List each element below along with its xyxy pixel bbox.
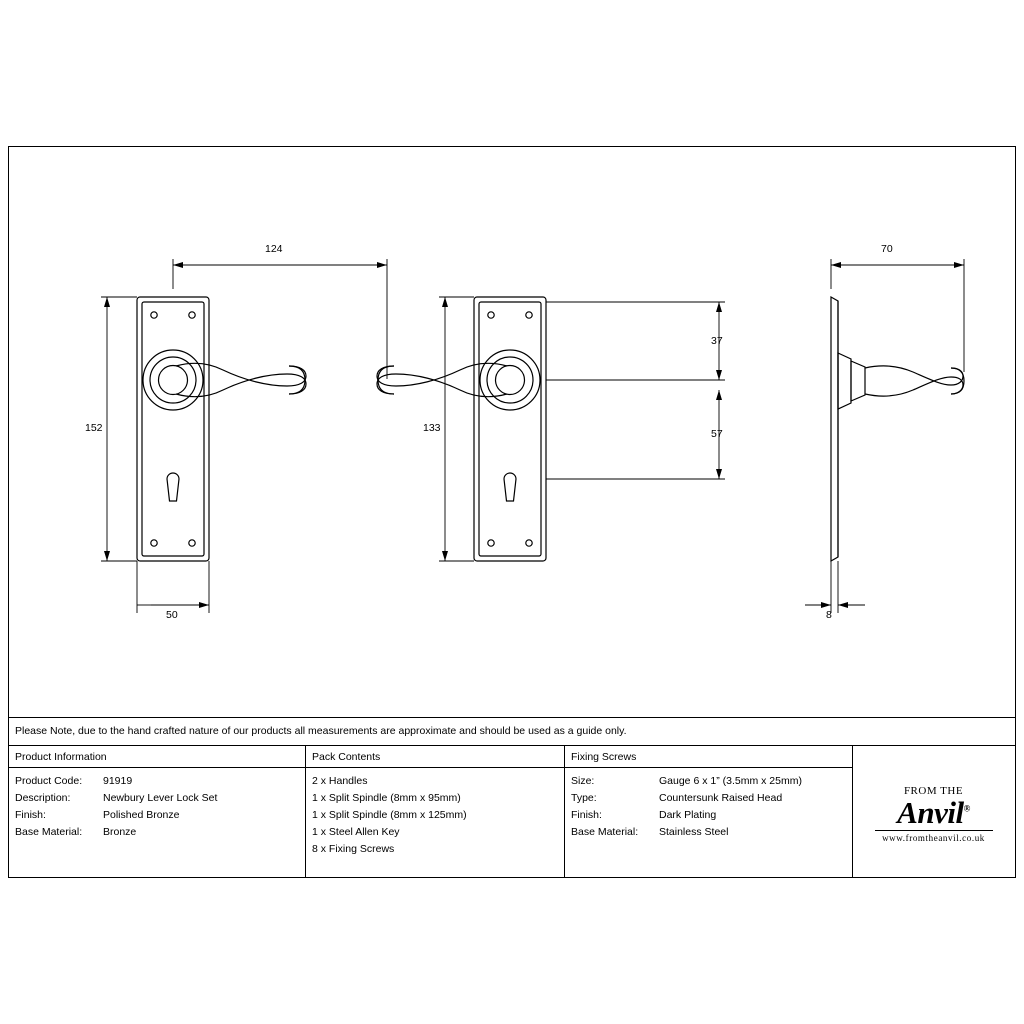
table-row: [571, 809, 852, 826]
technical-drawing: [9, 147, 1015, 717]
fixing-screws-column: [565, 746, 853, 878]
row-value: Dark Plating: [659, 809, 717, 821]
row-value: 91919: [103, 775, 133, 787]
list-item: 2 x Handles: [312, 775, 368, 787]
front-view: [137, 297, 306, 561]
fixing-screws-header: Fixing Screws: [565, 746, 852, 768]
row-value: Bronze: [103, 826, 137, 838]
brand-logo: [853, 746, 1014, 878]
table-row: [571, 826, 852, 843]
logo-divider: [875, 830, 993, 832]
row-label: Description:: [15, 792, 71, 804]
dim-rear-mid: 57: [711, 428, 723, 440]
drawing-svg: [9, 147, 1015, 717]
row-label: Type:: [571, 792, 597, 804]
product-information-header: Product Information: [9, 746, 305, 768]
table-row: [15, 775, 305, 792]
logo-wordmark-text: Anvil: [897, 794, 964, 830]
info-tables: [9, 745, 1015, 878]
side-view: [831, 297, 964, 561]
pack-contents-body: [306, 768, 564, 860]
pack-contents-column: [306, 746, 565, 878]
row-value: Countersunk Raised Head: [659, 792, 783, 804]
product-information-body: [9, 768, 305, 843]
list-item: 8 x Fixing Screws: [312, 843, 395, 855]
logo-wordmark: [897, 794, 970, 830]
logo-top-line: FROM THE: [903, 784, 964, 797]
logo-url: www.fromtheanvil.co.uk: [882, 833, 985, 844]
dimension-lines: [101, 259, 964, 613]
row-value: Gauge 6 x 1” (3.5mm x 25mm): [659, 775, 802, 787]
row-value: Polished Bronze: [103, 809, 180, 821]
dim-side-thickness: 8: [826, 609, 832, 621]
row-label: Base Material:: [15, 826, 83, 838]
list-item: 1 x Split Spindle (8mm x 95mm): [312, 792, 461, 804]
row-label: Product Code:: [15, 775, 83, 787]
dim-rear-height: 133: [423, 422, 441, 434]
measurement-note: Please Note, due to the hand crafted nature of our products all measurements are approximate and should be used as a guide only.: [9, 717, 1015, 745]
row-label: Size:: [571, 775, 595, 787]
table-row: [15, 826, 305, 843]
row-value: Stainless Steel: [659, 826, 729, 838]
dim-front-width: 124: [265, 243, 283, 255]
product-information-column: [9, 746, 306, 878]
row-value: Newbury Lever Lock Set: [103, 792, 218, 804]
table-row: [571, 775, 852, 792]
pack-contents-header: Pack Contents: [306, 746, 564, 768]
spec-sheet: [8, 146, 1016, 878]
table-row: [15, 809, 305, 826]
fixing-screws-body: [565, 768, 852, 843]
dim-side-projection: 70: [881, 243, 893, 255]
row-label: Finish:: [15, 809, 46, 821]
dim-front-height: 152: [85, 422, 103, 434]
list-item: 1 x Steel Allen Key: [312, 826, 400, 838]
list-item: 1 x Split Spindle (8mm x 125mm): [312, 809, 467, 821]
row-label: Base Material:: [571, 826, 639, 838]
table-row: [15, 792, 305, 809]
row-label: Finish:: [571, 809, 602, 821]
table-row: [571, 792, 852, 809]
dim-front-plate-width: 50: [166, 609, 178, 621]
dim-rear-top: 37: [711, 335, 723, 347]
rear-view: [377, 297, 546, 561]
registered-trademark-icon: ®: [963, 803, 970, 814]
